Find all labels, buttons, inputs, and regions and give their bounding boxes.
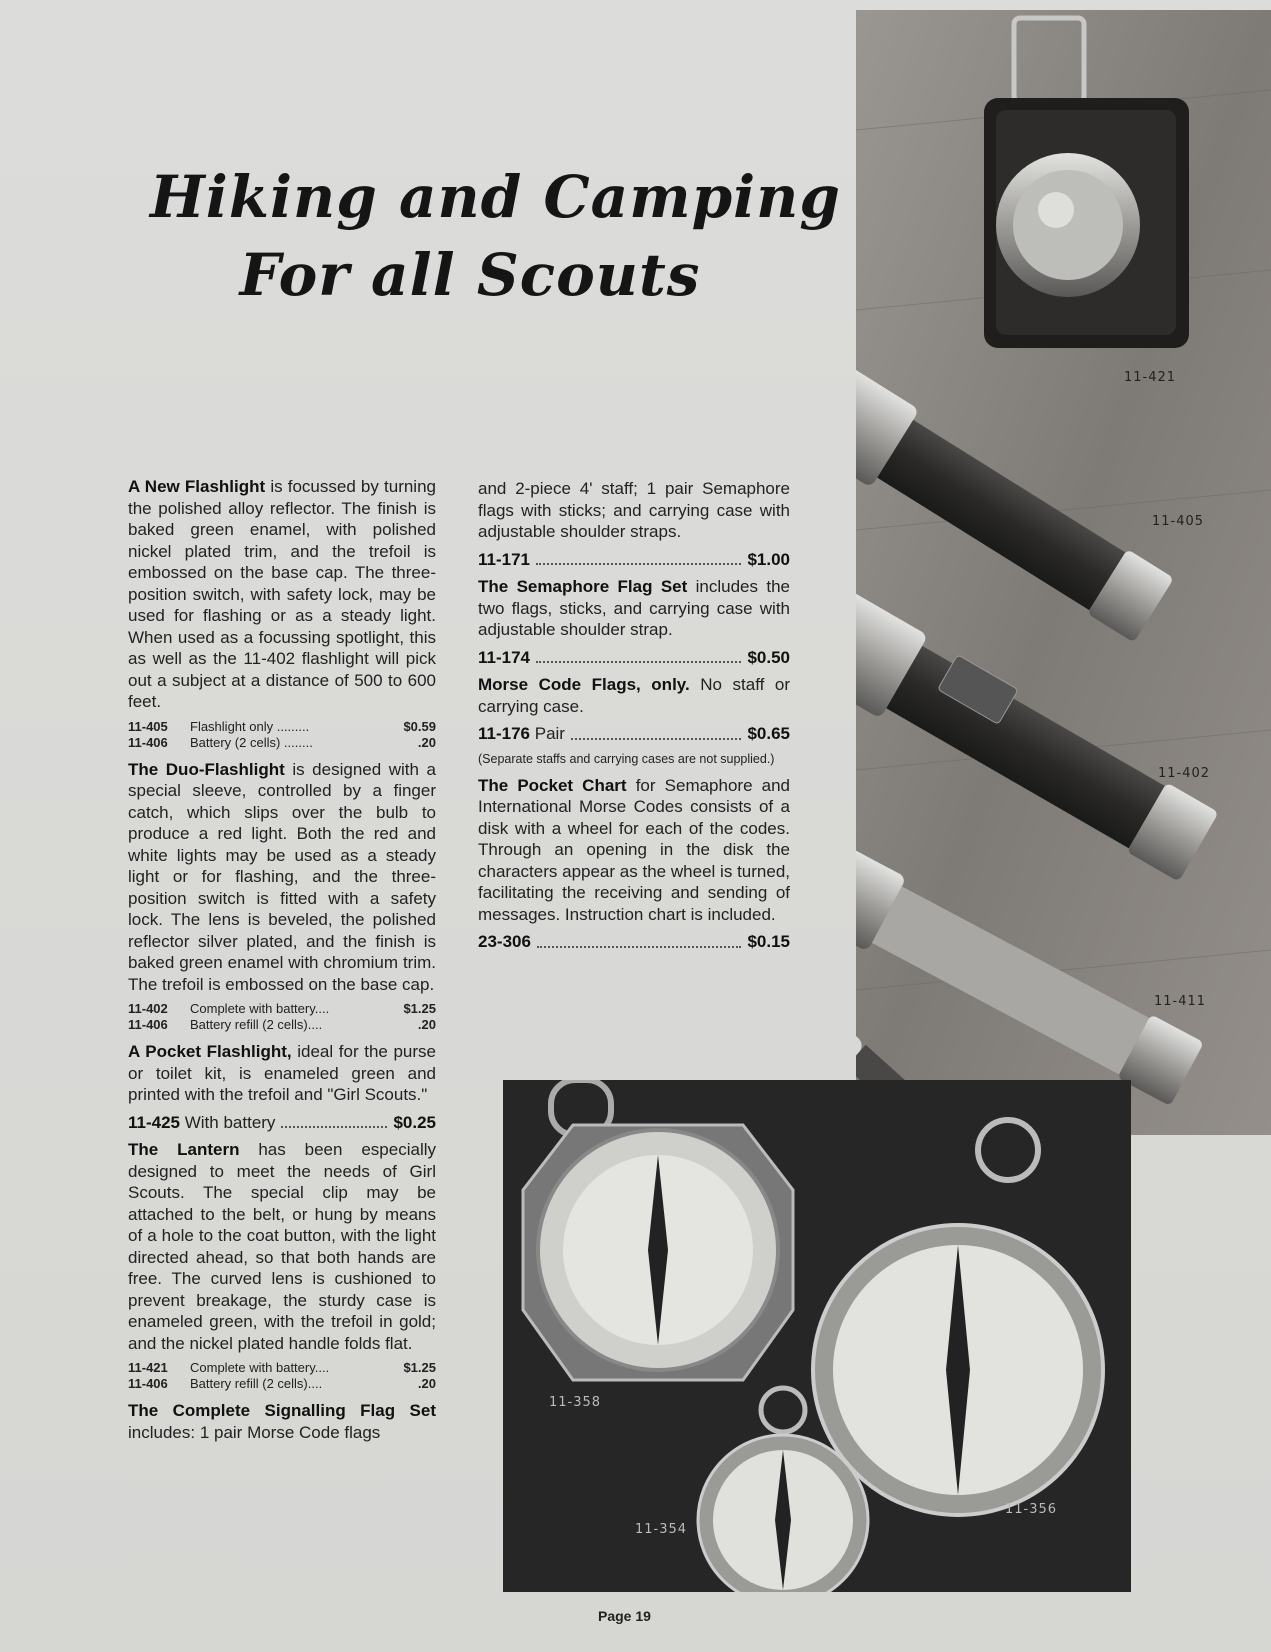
dot-leader bbox=[536, 549, 741, 566]
label-compass-356: 11-356 bbox=[1005, 1502, 1058, 1517]
lantern-paragraph bbox=[128, 1139, 436, 1354]
item-desc: Flashlight only ......... bbox=[190, 718, 310, 734]
flashlight-paragraph bbox=[128, 476, 436, 713]
item-code-desc bbox=[128, 1112, 275, 1134]
item-price: $0.65 bbox=[747, 724, 790, 743]
label-compass-358: 11-358 bbox=[549, 1395, 602, 1410]
semaphore-set-text: includes the two flags, sticks, and carrying case with adjustable shoulder strap. bbox=[478, 577, 790, 639]
morse-flags-heading: Morse Code Flags, only. bbox=[478, 675, 690, 694]
item-price: .20 bbox=[417, 734, 436, 750]
item-code: 11-402 bbox=[128, 1001, 168, 1016]
label-flashlight-405: 11-405 bbox=[1152, 514, 1205, 529]
pocket-flashlight-price-line bbox=[128, 1112, 436, 1134]
signalling-set-text: includes: 1 pair Morse Code flags bbox=[128, 1422, 381, 1442]
text-column-2 bbox=[478, 478, 790, 959]
item-price: $1.25 bbox=[403, 1001, 436, 1016]
flashlight-price-table bbox=[128, 719, 436, 751]
title-line-2: For all Scouts bbox=[239, 241, 701, 309]
signalling-set-paragraph bbox=[128, 1400, 436, 1443]
item-code: 11-174 bbox=[478, 647, 530, 667]
semaphore-set-heading: The Semaphore Flag Set bbox=[478, 577, 688, 596]
price-row bbox=[128, 1376, 436, 1392]
lantern-price-table bbox=[128, 1360, 436, 1392]
item-price: .20 bbox=[417, 1017, 436, 1032]
item-desc: Battery refill (2 cells).... bbox=[190, 1376, 323, 1391]
label-lantern: 11-421 bbox=[1124, 370, 1177, 385]
item-code-desc bbox=[478, 723, 565, 745]
page-number: Page 19 bbox=[598, 1608, 651, 1624]
item-code: 11-425 bbox=[128, 1112, 180, 1132]
separate-staffs-note: (Separate staffs and carrying cases are not supplied.) bbox=[478, 751, 775, 766]
semaphore-set-paragraph bbox=[478, 576, 790, 641]
morse-flags-paragraph bbox=[478, 674, 790, 717]
price-row bbox=[128, 735, 436, 751]
label-compass-354: 11-354 bbox=[635, 1522, 688, 1537]
price-row bbox=[128, 1017, 436, 1033]
flashlight-heading: A New Flashlight bbox=[128, 477, 266, 496]
price-row bbox=[128, 1360, 436, 1376]
item-code: 11-176 bbox=[478, 724, 530, 743]
item-code: 23-306 bbox=[478, 932, 531, 951]
item-price: $0.59 bbox=[403, 718, 436, 734]
duo-flashlight-heading: The Duo-Flashlight bbox=[128, 759, 285, 779]
pocket-chart-paragraph bbox=[478, 775, 790, 926]
flashlight-text: is focussed by turning the polished alloy reflector. The finish is baked green enamel, with polished nickel plated trim, and the trefoil is embossed on the base cap. The three-position switch, with safety lock, may be used for flashing or as a steady light. When used as a focussing spotlight, this as well as the 11-402 flashlight will pick out a subject at a distance of 500 to 600 feet. bbox=[128, 477, 436, 711]
item-code: 11-406 bbox=[128, 1017, 168, 1032]
item-code: 11-171 bbox=[478, 549, 530, 569]
pocket-chart-heading: The Pocket Chart bbox=[478, 775, 627, 795]
lantern-text: has been especially designed to meet the needs of Girl Scouts. The special clip may be attached to the belt, or hung by means of a hole to the coat button, with the light directed ahead, so that both hands are free. The curved lens is cushioned to prevent breakage, the sturdy case is enameled green, with the trefoil in gold; and the nickel plated handle folds flat. bbox=[128, 1140, 436, 1353]
morse-flags-text: No staff or carrying case. bbox=[478, 675, 790, 716]
signalling-set-heading: The Complete Signalling Flag Set bbox=[128, 1401, 436, 1420]
pocket-chart-price-line bbox=[478, 931, 790, 953]
duo-flashlight-text: is designed with a special sleeve, controlled by a finger catch, which slips over the bulb to produce a red light. Both the red and white lights may be used as a steady light or for flashing, and the three-position switch is fitted with a safety lock. The lens is beveled, the polished reflector silver plated, and the finish is baked green enamel with chromium trim. The trefoil is embossed on the base cap. bbox=[128, 759, 436, 994]
compasses-photo bbox=[503, 1080, 1131, 1592]
pocket-flashlight-paragraph bbox=[128, 1041, 436, 1106]
item-code: 11-421 bbox=[128, 1360, 168, 1375]
item-price: $0.15 bbox=[747, 932, 790, 951]
item-price: $0.50 bbox=[747, 647, 790, 667]
duo-flashlight-paragraph bbox=[128, 759, 436, 996]
text-column-1 bbox=[128, 476, 436, 1449]
signalling-set-price-line bbox=[478, 549, 790, 571]
dot-leader bbox=[571, 723, 741, 740]
page-title bbox=[150, 158, 841, 314]
signalling-set-text-cont: and 2-piece 4' staff; 1 pair Semaphore flags with sticks; and carrying case with adjustable shoulder straps. bbox=[478, 479, 790, 541]
pocket-flashlight-text: ideal for the purse or toilet kit, is enameled green and printed with the trefoil and "Girl Scouts." bbox=[128, 1042, 436, 1104]
dot-leader bbox=[536, 647, 741, 664]
pocket-chart-text: for Semaphore and International Morse Codes consists of a disk with a wheel for each of the codes. Through an opening in the disk the characters appear as the wheel is turned, facilitating the receiving and sending of messages. Instruction chart is included. bbox=[478, 775, 791, 924]
item-code: 11-406 bbox=[128, 1376, 168, 1391]
semaphore-set-price-line bbox=[478, 647, 790, 669]
price-row bbox=[128, 719, 436, 735]
dot-leader bbox=[281, 1112, 387, 1129]
dot-leader bbox=[537, 931, 742, 948]
label-flashlight-402: 11-402 bbox=[1158, 766, 1211, 781]
item-desc: Complete with battery.... bbox=[190, 1360, 330, 1375]
flashlights-photo bbox=[856, 10, 1271, 1135]
item-price: $1.25 bbox=[403, 1360, 436, 1375]
item-desc: Pair bbox=[534, 724, 565, 743]
item-desc: With battery bbox=[184, 1112, 276, 1132]
duo-flashlight-price-table bbox=[128, 1001, 436, 1033]
pocket-flashlight-heading: A Pocket Flashlight, bbox=[128, 1042, 292, 1061]
signalling-set-continued bbox=[478, 478, 790, 543]
lantern-heading: The Lantern bbox=[128, 1140, 240, 1159]
flashlights-illustration bbox=[856, 10, 1271, 1135]
title-line-1: Hiking and Camping bbox=[150, 163, 841, 231]
item-code: 11-406 bbox=[128, 734, 168, 750]
item-desc: Complete with battery.... bbox=[190, 1001, 330, 1016]
item-desc: Battery refill (2 cells).... bbox=[190, 1017, 323, 1032]
label-flashlight-411: 11-411 bbox=[1154, 994, 1207, 1009]
price-row bbox=[128, 1001, 436, 1017]
item-code: 11-405 bbox=[128, 718, 168, 734]
item-price: $1.00 bbox=[747, 549, 790, 569]
morse-flags-price-line bbox=[478, 723, 790, 745]
item-price: $0.25 bbox=[393, 1112, 436, 1132]
item-price: .20 bbox=[417, 1376, 436, 1391]
item-desc: Battery (2 cells) ........ bbox=[190, 734, 313, 750]
